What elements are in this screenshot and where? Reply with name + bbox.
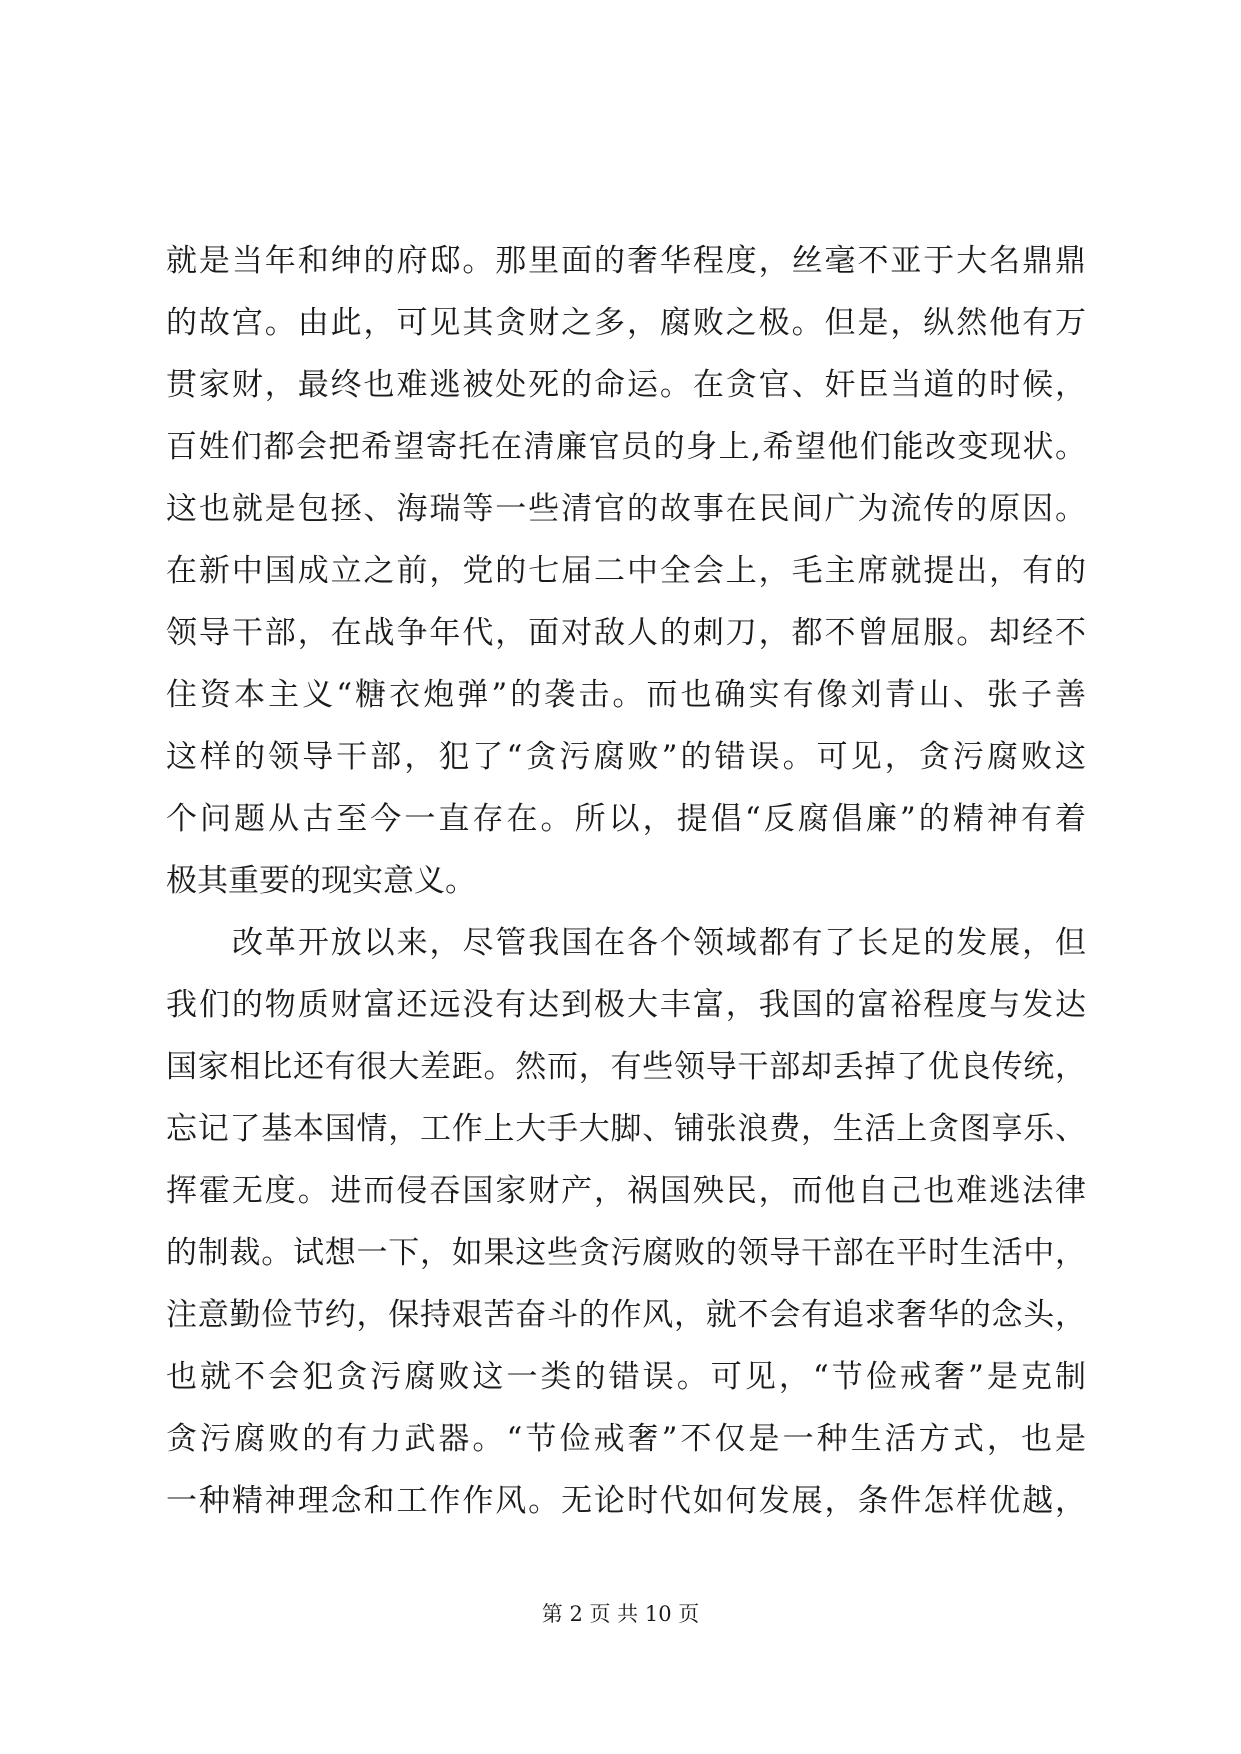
text-line: 贪污腐败的有力武器。“节俭戒奢”不仅是一种生活方式，也是 <box>166 1421 1086 1457</box>
text-line: 注意勤俭节约，保持艰苦奋斗的作风，就不会有追求奢华的念头， <box>166 1297 1086 1333</box>
text-line: 一种精神理念和工作作风。无论时代如何发展，条件怎样优越， <box>166 1483 1086 1519</box>
text-line: 挥霍无度。进而侵吞国家财产，祸国殃民，而他自己也难逃法律 <box>166 1173 1086 1209</box>
page-number-footer: 第 2 页 共 10 页 <box>541 1602 700 1626</box>
text-line: 领导干部，在战争年代，面对敌人的刺刀，都不曾屈服。却经不 <box>166 615 1086 651</box>
text-line: 在新中国成立之前，党的七届二中全会上，毛主席就提出，有的 <box>166 553 1086 589</box>
text-line: 的制裁。试想一下，如果这些贪污腐败的领导干部在平时生活中， <box>166 1235 1086 1271</box>
paragraph-first-line: 改革开放以来，尽管我国在各个领域都有了长足的发展，但 <box>232 925 1086 961</box>
text-line: 的故宫。由此，可见其贪财之多，腐败之极。但是，纵然他有万 <box>166 305 1086 341</box>
text-line: 住资本主义“糖衣炮弹”的袭击。而也确实有像刘青山、张子善 <box>166 677 1086 713</box>
text-line: 也就不会犯贪污腐败这一类的错误。可见，“节俭戒奢”是克制 <box>166 1359 1086 1395</box>
text-line: 百姓们都会把希望寄托在清廉官员的身上,希望他们能改变现状。 <box>166 429 1086 465</box>
text-line: 国家相比还有很大差距。然而，有些领导干部却丢掉了优良传统， <box>166 1049 1086 1085</box>
text-line: 就是当年和绅的府邸。那里面的奢华程度，丝毫不亚于大名鼎鼎 <box>166 243 1086 279</box>
text-line: 这样的领导干部，犯了“贪污腐败”的错误。可见，贪污腐败这 <box>166 739 1086 775</box>
text-line: 我们的物质财富还远没有达到极大丰富，我国的富裕程度与发达 <box>166 987 1086 1023</box>
text-line: 忘记了基本国情，工作上大手大脚、铺张浪费，生活上贪图享乐、 <box>166 1111 1086 1147</box>
text-line: 个问题从古至今一直存在。所以，提倡“反腐倡廉”的精神有着 <box>166 801 1086 837</box>
text-line: 极其重要的现实意义。 <box>166 863 476 899</box>
text-line: 这也就是包拯、海瑞等一些清官的故事在民间广为流传的原因。 <box>166 491 1086 527</box>
body-text <box>166 230 1086 1532</box>
text-line: 贯家财，最终也难逃被处死的命运。在贪官、奸臣当道的时候， <box>166 367 1086 403</box>
